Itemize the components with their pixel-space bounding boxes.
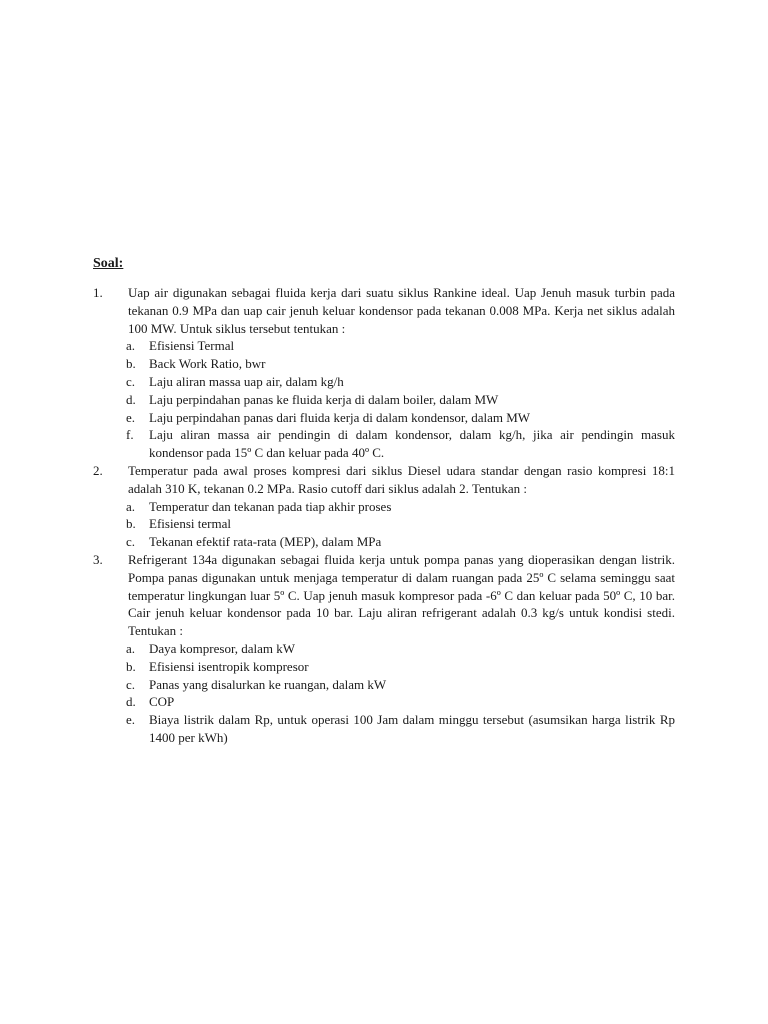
- question-3: [93, 551, 675, 640]
- sub-item-letter: a.: [126, 498, 136, 514]
- sub-item-text: Efisiensi Termal: [149, 338, 235, 354]
- sub-item-text: Temperatur dan tekanan pada tiap akhir proses: [149, 498, 392, 514]
- question-number: 3.: [93, 551, 103, 567]
- question-1: [93, 284, 675, 337]
- sub-item: [93, 515, 675, 533]
- sub-item-letter: b.: [126, 658, 136, 674]
- sub-item-text: Biaya listrik dalam Rp, untuk operasi 100 Jam dalam minggu tersebut (asumsikan harga listrik Rp 1400 per kWh): [149, 712, 675, 745]
- sub-item-letter: c.: [126, 676, 136, 692]
- question-text: Uap air digunakan sebagai fluida kerja dari suatu siklus Rankine ideal. Uap Jenuh masuk turbin pada tekanan 0.9 MPa dan uap cair jenuh keluar kondensor pada tekanan 0.008 MPa. Kerja net siklus adalah 100 MW. Untuk siklus tersebut tentukan :: [128, 285, 675, 336]
- question-number: 2.: [93, 462, 103, 478]
- sub-item-text: Back Work Ratio, bwr: [149, 356, 266, 372]
- sub-item-letter: c.: [126, 534, 136, 550]
- question-number: 1.: [93, 285, 103, 300]
- sub-item-letter: b.: [126, 356, 136, 372]
- sub-item-letter: a.: [126, 640, 136, 656]
- question-list: [93, 284, 675, 747]
- sub-item: [93, 693, 675, 711]
- sub-item-text: Efisiensi termal: [149, 516, 231, 532]
- sub-item-text: Tekanan efektif rata-rata (MEP), dalam MPa: [149, 534, 382, 550]
- section-heading: Soal:: [93, 256, 124, 271]
- sub-item: [93, 337, 675, 355]
- sub-item-letter: a.: [126, 338, 136, 354]
- sub-item-text: COP: [149, 694, 175, 710]
- sub-item-letter: f.: [126, 427, 134, 443]
- sub-item: [93, 658, 675, 676]
- sub-item: [93, 498, 675, 516]
- sub-item: [93, 409, 675, 427]
- sub-item-text: Laju perpindahan panas dari fluida kerja di dalam kondensor, dalam MW: [149, 409, 531, 425]
- sub-item-letter: d.: [126, 694, 136, 710]
- sub-item: [93, 711, 675, 747]
- question-text: Refrigerant 134a digunakan sebagai fluida kerja untuk pompa panas yang dioperasikan dengan listrik. Pompa panas digunakan untuk menjaga temperatur di dalam ruangan pada 25º C selama seminggu saat temperatur lingkungan luar 5º C. Uap jenuh masuk kompresor pada -6º C dan keluar pada 50º C, 10 bar. Cair jenuh keluar kondensor pada 10 bar. Laju aliran refrigerant adalah 0.3 kg/s untuk kondisi stedi. Tentukan :: [128, 551, 675, 639]
- question-2: [93, 462, 675, 498]
- sub-item: [93, 355, 675, 373]
- sub-item-text: Panas yang disalurkan ke ruangan, dalam kW: [149, 676, 387, 692]
- sub-item-text: Efisiensi isentropik kompresor: [149, 658, 309, 674]
- sub-item-text: Laju perpindahan panas ke fluida kerja di dalam boiler, dalam MW: [149, 391, 499, 407]
- question-text: Temperatur pada awal proses kompresi dari siklus Diesel udara standar dengan rasio kompresi 18:1 adalah 310 K, tekanan 0.2 MPa. Rasio cutoff dari siklus adalah 2. Tentukan :: [128, 462, 675, 496]
- sub-item-text: Laju aliran massa uap air, dalam kg/h: [149, 373, 344, 389]
- sub-item-letter: b.: [126, 516, 136, 532]
- sub-item-letter: e.: [126, 712, 136, 728]
- sub-item: [93, 640, 675, 658]
- sub-item-letter: d.: [126, 391, 136, 407]
- sub-item: [93, 676, 675, 694]
- sub-item: [93, 391, 675, 409]
- sub-item-letter: e.: [126, 409, 136, 425]
- sub-item: [93, 426, 675, 462]
- sub-item-text: Laju aliran massa air pendingin di dalam kondensor, dalam kg/h, jika air pendingin masuk kondensor pada 15º C dan keluar pada 40º C.: [149, 427, 675, 461]
- sub-item-letter: c.: [126, 373, 136, 389]
- sub-item-text: Daya kompresor, dalam kW: [149, 640, 296, 656]
- sub-item: [93, 373, 675, 391]
- sub-item: [93, 533, 675, 551]
